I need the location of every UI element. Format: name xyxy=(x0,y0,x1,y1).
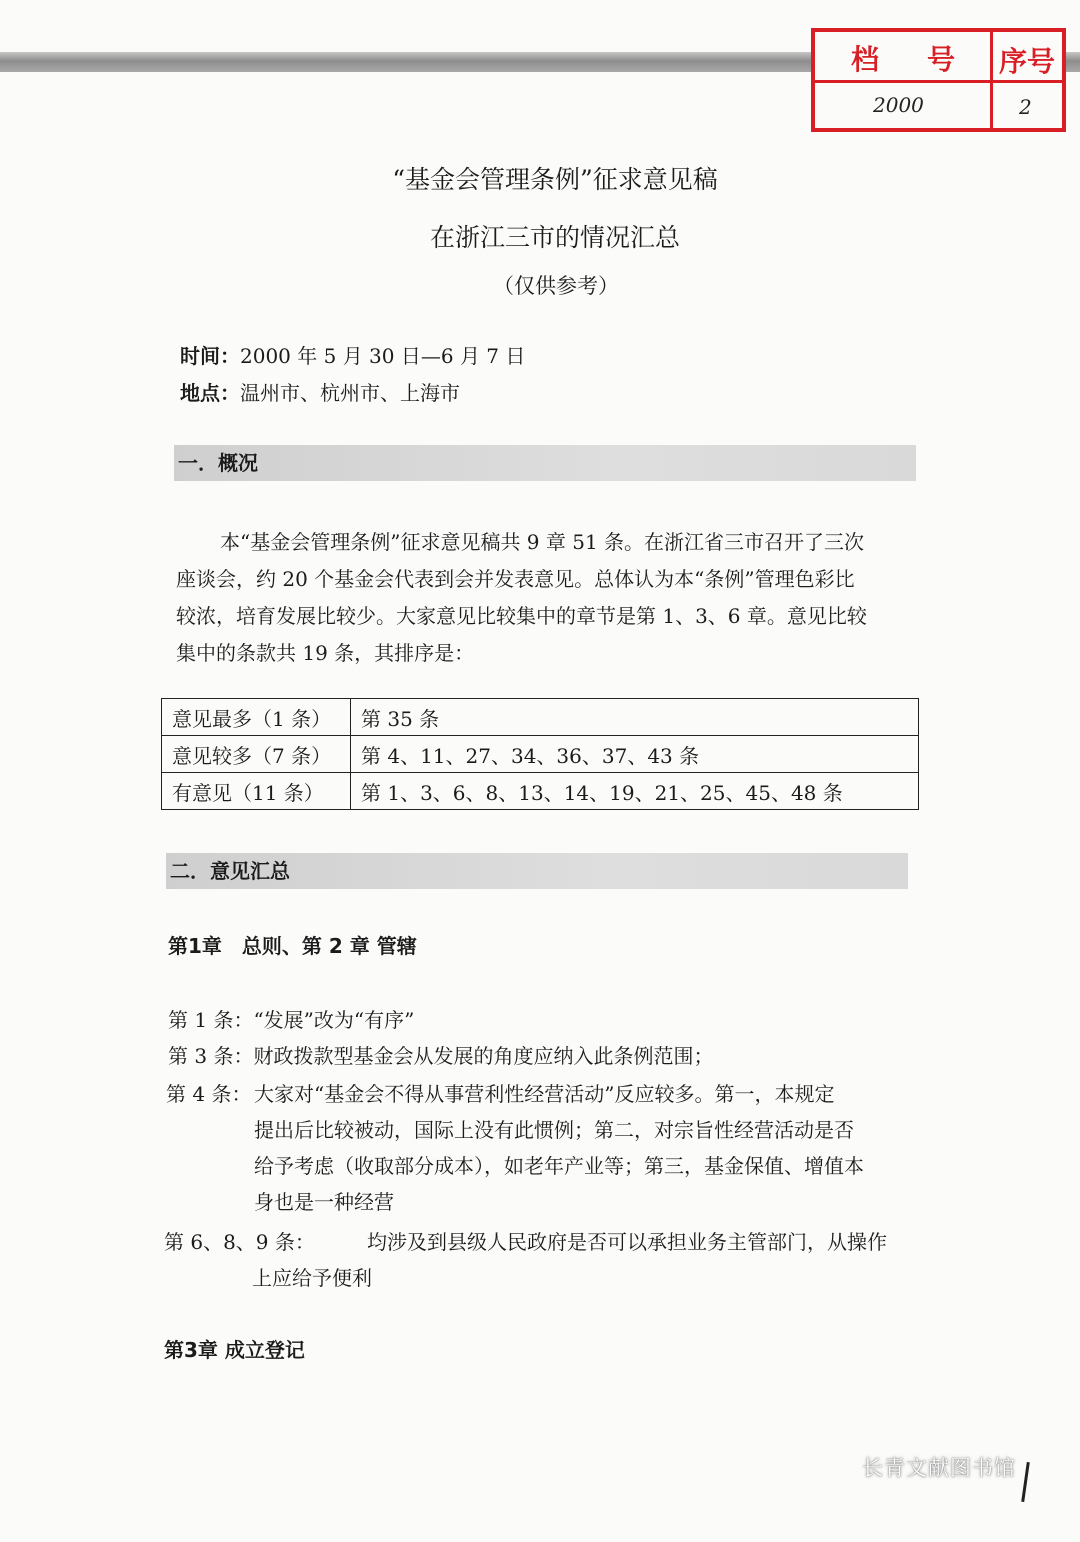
article-1 xyxy=(168,1002,414,1038)
article-line: 给予考虑（收取部分成本），如老年产业等；第三，基金保值、增值本 xyxy=(254,1154,864,1178)
article-line: 提出后比较被动，国际上没有此惯例；第二，对宗旨性经营活动是否 xyxy=(254,1118,854,1142)
table-cell-key: 意见最多（1 条） xyxy=(162,699,351,736)
article-text: 财政拨款型基金会从发展的角度应纳入此条例范围； xyxy=(253,1044,714,1068)
paragraph-line: 座谈会，约 20 个基金会代表到会并发表意见。总体认为本“条例”管理色彩比 xyxy=(176,567,855,591)
paragraph-line: 较浓，培育发展比较少。大家意见比较集中的章节是第 1、3、6 章。意见比较 xyxy=(176,604,867,628)
overview-paragraph xyxy=(176,524,916,672)
article-label: 第 1 条： xyxy=(168,1008,254,1032)
stamp-seq-number: 2 xyxy=(1019,95,1032,119)
library-watermark: 长青文献图书馆 xyxy=(862,1456,1016,1480)
article-line: 大家对“基金会不得从事营利性经营活动”反应较多。第一，本规定 xyxy=(254,1082,835,1106)
meta-time-value: 2000 年 5 月 30 日—6 月 7 日 xyxy=(240,344,526,368)
table-cell-value: 第 4、11、27、34、36、37、43 条 xyxy=(351,736,919,773)
stamp-label-number: 号 xyxy=(927,43,956,76)
meta-time xyxy=(180,340,525,369)
paragraph-line: 本“基金会管理条例”征求意见稿共 9 章 51 条。在浙江省三市召开了三次 xyxy=(220,530,865,554)
opinion-summary-table xyxy=(161,698,919,810)
table-cell-value: 第 1、3、6、8、13、14、19、21、25、45、48 条 xyxy=(351,773,919,810)
article-line: 均涉及到县级人民政府是否可以承担业务主管部门，从操作 xyxy=(367,1230,887,1254)
article-label: 第 3 条： xyxy=(168,1044,254,1068)
table-cell-key: 意见较多（7 条） xyxy=(162,736,351,773)
paragraph-line: 集中的条款共 19 条，其排序是： xyxy=(176,641,475,665)
meta-place xyxy=(180,377,460,406)
article-text: “发展”改为“有序” xyxy=(253,1008,415,1032)
document-title: “基金会管理条例”征求意见稿 xyxy=(392,165,718,194)
document-subtitle: 在浙江三市的情况汇总 xyxy=(429,223,680,252)
table-row xyxy=(162,773,919,810)
article-label: 第 4 条： xyxy=(166,1082,252,1106)
article-line: 上应给予便利 xyxy=(252,1266,372,1290)
meta-place-value: 温州市、杭州市、上海市 xyxy=(240,381,460,405)
chapter-heading-3: 第3章 成立登记 xyxy=(164,1338,305,1362)
section-heading-summary: 二．意见汇总 xyxy=(166,853,908,889)
chapter-heading-1: 第1章 总则、第 2 章 管辖 xyxy=(168,934,417,958)
table-cell-value: 第 35 条 xyxy=(351,699,919,736)
table-row xyxy=(162,736,919,773)
table-cell-key: 有意见（11 条） xyxy=(162,773,351,810)
stamp-file-number: 2000 xyxy=(873,93,924,117)
section-heading-overview: 一．概况 xyxy=(174,445,916,481)
handwritten-page-mark xyxy=(1021,1462,1030,1502)
meta-time-label: 时间： xyxy=(180,344,240,368)
table-row xyxy=(162,699,919,736)
article-label: 第 6、8、9 条： xyxy=(164,1230,315,1254)
article-3 xyxy=(168,1038,713,1074)
document-note: （仅供参考） xyxy=(493,274,619,298)
stamp-label-file: 档 xyxy=(851,43,880,76)
article-line: 身也是一种经营 xyxy=(254,1190,394,1214)
meta-place-label: 地点： xyxy=(180,381,240,405)
stamp-label-seq: 序号 xyxy=(999,45,1056,78)
archive-stamp xyxy=(811,28,1066,132)
